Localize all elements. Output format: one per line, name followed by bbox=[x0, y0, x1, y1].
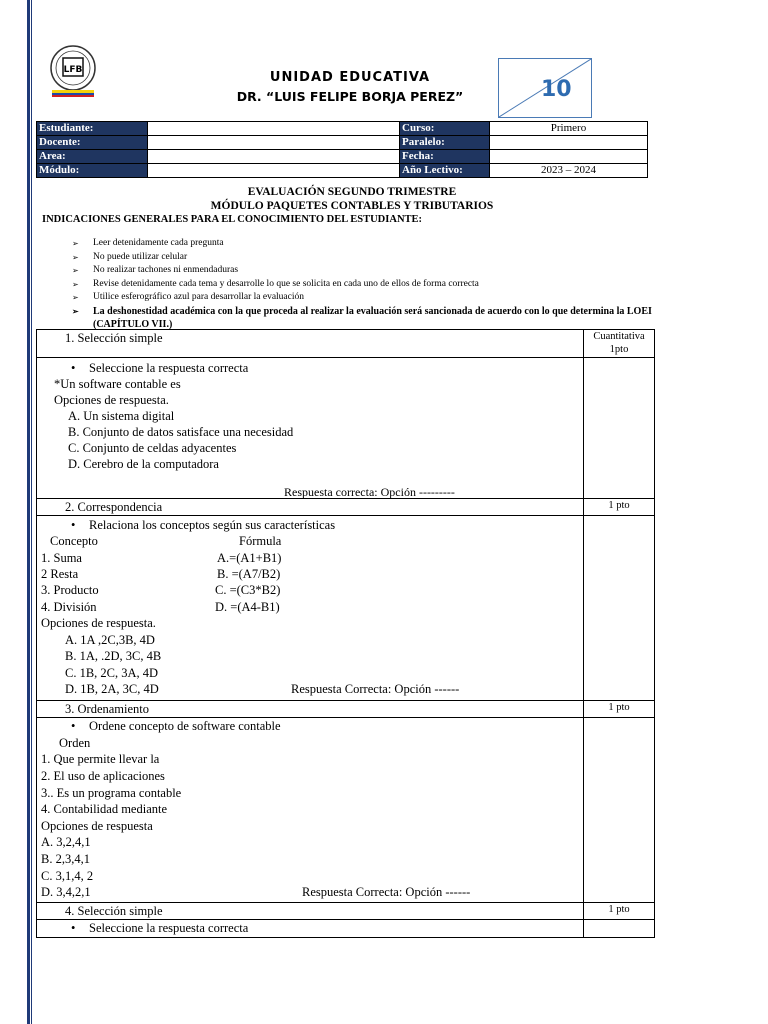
q3-option[interactable]: D. 3,4,2,1 bbox=[41, 885, 91, 899]
field-module[interactable] bbox=[148, 164, 400, 178]
q2-instruction: • Relaciona los conceptos según sus características bbox=[89, 518, 335, 533]
q3-body bbox=[37, 718, 584, 903]
q3-item: 3.. Es un programa contable bbox=[41, 786, 182, 800]
q1-title: 1. Selección simple bbox=[37, 330, 584, 358]
page-border-thin bbox=[31, 0, 32, 1024]
school-logo bbox=[46, 44, 100, 98]
q1-instruction: • Seleccione la respuesta correcta bbox=[89, 361, 248, 376]
label-school-year: Año Lectivo: bbox=[400, 164, 490, 178]
module-title: MÓDULO PAQUETES CONTABLES Y TRIBUTARIOS bbox=[210, 200, 494, 212]
question-header bbox=[37, 499, 655, 516]
label-student: Estudiante: bbox=[37, 122, 148, 136]
q3-instruction: • Ordene concepto de software contable bbox=[89, 719, 281, 734]
q2-option[interactable]: C. 1B, 2C, 3A, 4D bbox=[65, 666, 159, 680]
question-body bbox=[37, 516, 655, 701]
label-module: Módulo: bbox=[37, 164, 148, 178]
q3-item: 1. Que permite llevar la bbox=[41, 752, 160, 766]
q1-option[interactable]: D. Cerebro de la computadora bbox=[68, 457, 219, 471]
q3-option[interactable]: A. 3,2,4,1 bbox=[41, 835, 91, 849]
q2-formula: D. =(A4-B1) bbox=[215, 600, 280, 614]
q3-answer[interactable]: Respuesta Correcta: Opción ------ bbox=[302, 885, 471, 899]
q2-formula: B. =(A7/B2) bbox=[217, 567, 281, 581]
info-row bbox=[37, 150, 648, 164]
q1-question: *Un software contable es bbox=[54, 377, 181, 391]
label-teacher: Docente: bbox=[37, 136, 148, 150]
q2-score: 1 pto bbox=[584, 499, 655, 516]
q4-body bbox=[37, 920, 584, 938]
exam-title: EVALUACIÓN SEGUNDO TRIMESTRE bbox=[247, 186, 457, 198]
q2-title: 2. Correspondencia bbox=[37, 499, 584, 516]
info-row bbox=[37, 136, 648, 150]
q3-score: 1 pto bbox=[584, 701, 655, 718]
rule-item: ➢ La deshonestidad académica con la que proceda al realizar la evaluación será sancionada de acuerdo con lo que determina la LOEI (CAPÍTULO VII.) bbox=[72, 305, 672, 331]
q3-title: 3. Ordenamiento bbox=[37, 701, 584, 718]
q2-concept: 1. Suma bbox=[41, 551, 82, 565]
q3-options-label: Opciones de respuesta bbox=[41, 819, 153, 833]
q2-option[interactable]: B. 1A, .2D, 3C, 4B bbox=[65, 649, 162, 663]
school-title: UNIDAD EDUCATIVA bbox=[269, 70, 431, 85]
q2-formula: C. =(C3*B2) bbox=[215, 583, 281, 597]
q4-title: 4. Selección simple bbox=[37, 903, 584, 920]
q3-option[interactable]: C. 3,1,4, 2 bbox=[41, 869, 94, 883]
q4-score: 1 pto bbox=[584, 903, 655, 920]
info-row bbox=[37, 122, 648, 136]
field-date[interactable] bbox=[490, 150, 648, 164]
rule-item: ➢ Utilice esferográfico azul para desarrollar la evaluación bbox=[72, 291, 672, 305]
rule-item: ➢ Leer detenidamente cada pregunta bbox=[72, 237, 672, 251]
field-area[interactable] bbox=[148, 150, 400, 164]
q4-score-cell[interactable] bbox=[584, 920, 655, 938]
q2-concept: 4. División bbox=[41, 600, 97, 614]
q4-instruction: • Seleccione la respuesta correcta bbox=[89, 921, 248, 936]
q3-item: 2. El uso de aplicaciones bbox=[41, 769, 165, 783]
q2-body bbox=[37, 516, 584, 701]
questions-table bbox=[36, 329, 655, 938]
school-name bbox=[200, 70, 500, 104]
q1-answer[interactable]: Respuesta correcta: Opción --------- bbox=[284, 485, 455, 499]
rule-item: ➢ No puede utilizar celular bbox=[72, 251, 672, 265]
q1-score-cell[interactable] bbox=[584, 358, 655, 499]
question-body bbox=[37, 718, 655, 903]
q2-concept: 3. Producto bbox=[41, 583, 99, 597]
field-school-year[interactable]: 2023 – 2024 bbox=[490, 164, 648, 178]
question-body bbox=[37, 358, 655, 499]
question-header bbox=[37, 903, 655, 920]
rules-list bbox=[72, 237, 672, 331]
field-parallel[interactable] bbox=[490, 136, 648, 150]
q1-option[interactable]: C. Conjunto de celdas adyacentes bbox=[68, 441, 237, 455]
label-date: Fecha: bbox=[400, 150, 490, 164]
q1-body bbox=[37, 358, 584, 499]
field-teacher[interactable] bbox=[148, 136, 400, 150]
student-info-table bbox=[36, 121, 648, 178]
rule-item: ➢ Revise detenidamente cada tema y desarrolle lo que se solicita en cada uno de ellos de forma correcta bbox=[72, 278, 672, 292]
q3-option[interactable]: B. 2,3,4,1 bbox=[41, 852, 90, 866]
q3-item: 4. Contabilidad mediante bbox=[41, 802, 168, 816]
question-body bbox=[37, 920, 655, 938]
indications-heading: INDICACIONES GENERALES PARA EL CONOCIMIENTO DEL ESTUDIANTE: bbox=[42, 214, 423, 225]
info-row bbox=[37, 164, 648, 178]
q2-option[interactable]: A. 1A ,2C,3B, 4D bbox=[65, 633, 155, 647]
grade-box bbox=[498, 58, 592, 118]
q1-score: Cuantitativa 1pto bbox=[584, 330, 655, 358]
question-header bbox=[37, 330, 655, 358]
grade-value: 10 bbox=[541, 77, 572, 102]
q3-subtitle: Orden bbox=[59, 736, 91, 750]
q1-option[interactable]: A. Un sistema digital bbox=[68, 409, 175, 423]
rule-item: ➢ No realizar tachones ni enmendaduras bbox=[72, 264, 672, 278]
q2-col-concept: Concepto bbox=[50, 534, 98, 548]
q2-col-formula: Fórmula bbox=[239, 534, 282, 548]
field-course[interactable]: Primero bbox=[490, 122, 648, 136]
q2-option[interactable]: D. 1B, 2A, 3C, 4D bbox=[65, 682, 159, 696]
question-header bbox=[37, 701, 655, 718]
q2-concept: 2 Resta bbox=[41, 567, 79, 581]
school-subtitle: DR. “LUIS FELIPE BORJA PEREZ” bbox=[236, 89, 464, 104]
q2-score-cell[interactable] bbox=[584, 516, 655, 701]
label-course: Curso: bbox=[400, 122, 490, 136]
q1-options-label: Opciones de respuesta. bbox=[54, 393, 169, 407]
q3-score-cell[interactable] bbox=[584, 718, 655, 903]
q2-answer[interactable]: Respuesta Correcta: Opción ------ bbox=[291, 682, 460, 696]
q2-options-label: Opciones de respuesta. bbox=[41, 616, 156, 630]
page-border bbox=[27, 0, 30, 1024]
field-student[interactable] bbox=[148, 122, 400, 136]
q1-option[interactable]: B. Conjunto de datos satisface una necesidad bbox=[68, 425, 294, 439]
q2-formula: A.=(A1+B1) bbox=[217, 551, 282, 565]
svg-text:LFB: LFB bbox=[63, 65, 83, 75]
label-area: Area: bbox=[37, 150, 148, 164]
label-parallel: Paralelo: bbox=[400, 136, 490, 150]
